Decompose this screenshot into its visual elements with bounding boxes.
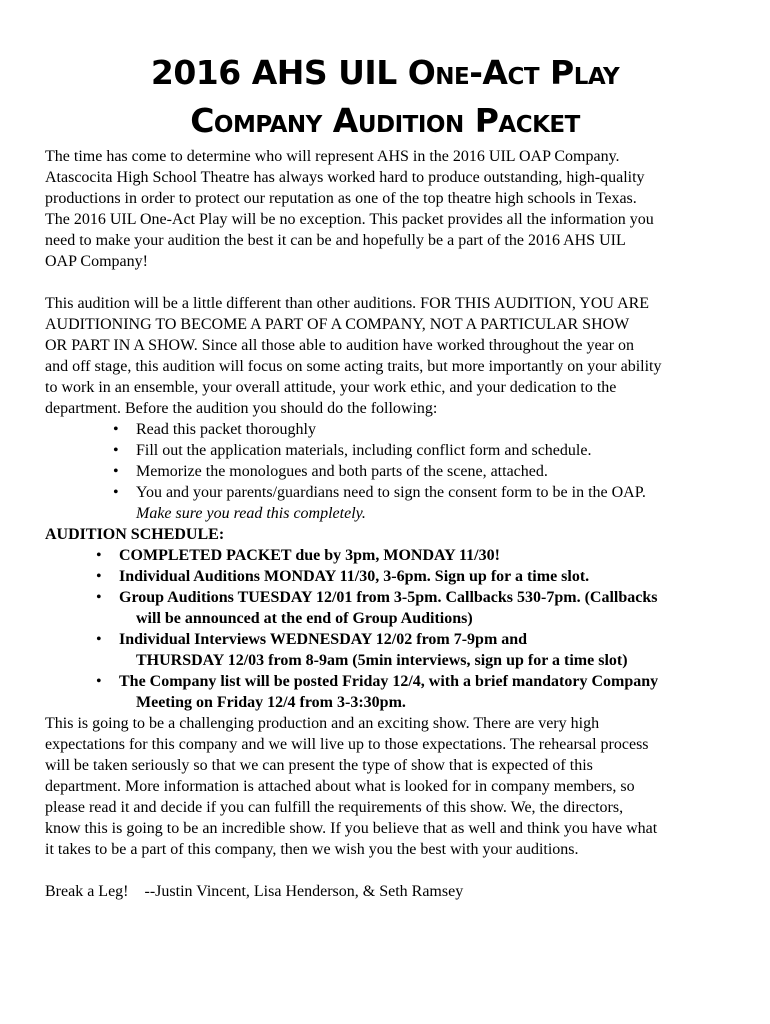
text-line: department. Before the audition you should do the following: <box>45 400 438 417</box>
schedule-item <box>45 671 735 713</box>
list-item: • You and your parents/guardians need to sign the consent form to be in the OAP. <box>45 482 735 503</box>
text-line: OAP Company! <box>45 253 148 270</box>
text-line: know this is going to be an incredible show. If you believe that as well and think you have what <box>45 820 658 837</box>
text-line: The 2016 UIL One-Act Play will be no exception. This packet provides all the information you <box>45 211 654 228</box>
paragraph-gap <box>45 272 735 293</box>
schedule-item-text: Individual Auditions MONDAY 11/30, 3-6pm. Sign up for a time slot. <box>119 568 590 585</box>
list-item: • Memorize the monologues and both parts of the scene, attached. <box>45 461 735 482</box>
schedule-item-text: Group Auditions TUESDAY 12/01 from 3-5pm. Callbacks 530-7pm. (Callbacks <box>119 589 658 606</box>
todo-note: Make sure you read this completely. <box>136 505 366 522</box>
text-line: need to make your audition the best it can be and hopefully be a part of the 2016 AHS UIL <box>45 232 626 249</box>
details-paragraph <box>45 293 735 419</box>
text-line: and off stage, this audition will focus on some acting traits, but more importantly on your ability <box>45 358 662 375</box>
schedule-item-continuation: Meeting on Friday 12/4 from 3-3:30pm. <box>136 694 406 711</box>
text-line: OR PART IN A SHOW. Since all those able to audition have worked throughout the year on <box>45 337 635 354</box>
text-line: it takes to be a part of this company, then we wish you the best with your auditions. <box>45 841 579 858</box>
intro-paragraph <box>45 146 735 272</box>
schedule-item-continuation: will be announced at the end of Group Auditions) <box>136 610 473 627</box>
schedule-item <box>45 587 735 629</box>
text-line: please read it and decide if you can fulfill the requirements of this show. We, the directors, <box>45 799 624 816</box>
text-line: productions in order to protect our reputation as one of the top theatre high schools in Texas. <box>45 190 637 207</box>
schedule-heading: AUDITION SCHEDULE: <box>45 526 225 543</box>
schedule-list <box>45 545 735 713</box>
schedule-item <box>45 629 735 671</box>
todo-list <box>45 419 735 503</box>
closing-paragraph <box>45 713 735 860</box>
schedule-item-text: Individual Interviews WEDNESDAY 12/02 from 7-9pm and <box>119 631 528 648</box>
list-item: • Fill out the application materials, including conflict form and schedule. <box>45 440 735 461</box>
text-line: The time has come to determine who will represent AHS in the 2016 UIL OAP Company. <box>45 148 620 165</box>
document-body <box>45 146 735 902</box>
text-line: expectations for this company and we will live up to those expectations. The rehearsal process <box>45 736 649 753</box>
text-line: AUDITIONING TO BECOME A PART OF A COMPANY, NOT A PARTICULAR SHOW <box>45 316 630 333</box>
schedule-item <box>45 545 735 566</box>
list-item: • Read this packet thoroughly <box>45 419 735 440</box>
text-line: This is going to be a challenging production and an exciting show. There are very high <box>45 715 600 732</box>
text-line: will be taken seriously so that we can present the type of show that is expected of this <box>45 757 593 774</box>
paragraph-gap <box>45 860 735 881</box>
title-line-2: Company Audition Packet <box>190 101 580 140</box>
title-line-1: 2016 AHS UIL One-Act Play <box>150 53 620 92</box>
text-line: to work in an ensemble, your overall attitude, your work ethic, and your dedication to the <box>45 379 617 396</box>
text-line: This audition will be a little different than other auditions. FOR THIS AUDITION, YOU ARE <box>45 295 650 312</box>
schedule-item-text: COMPLETED PACKET due by 3pm, MONDAY 11/30! <box>119 547 500 564</box>
schedule-item-continuation: THURSDAY 12/03 from 8-9am (5min interviews, sign up for a time slot) <box>136 652 628 669</box>
schedule-item <box>45 566 735 587</box>
signoff-line: Break a Leg! --Justin Vincent, Lisa Henderson, & Seth Ramsey <box>45 883 464 900</box>
text-line: Atascocita High School Theatre has always worked hard to produce outstanding, high-quality <box>45 169 645 186</box>
schedule-item-text: The Company list will be posted Friday 12/4, with a brief mandatory Company <box>119 673 659 690</box>
text-line: department. More information is attached about what is looked for in company members, so <box>45 778 635 795</box>
